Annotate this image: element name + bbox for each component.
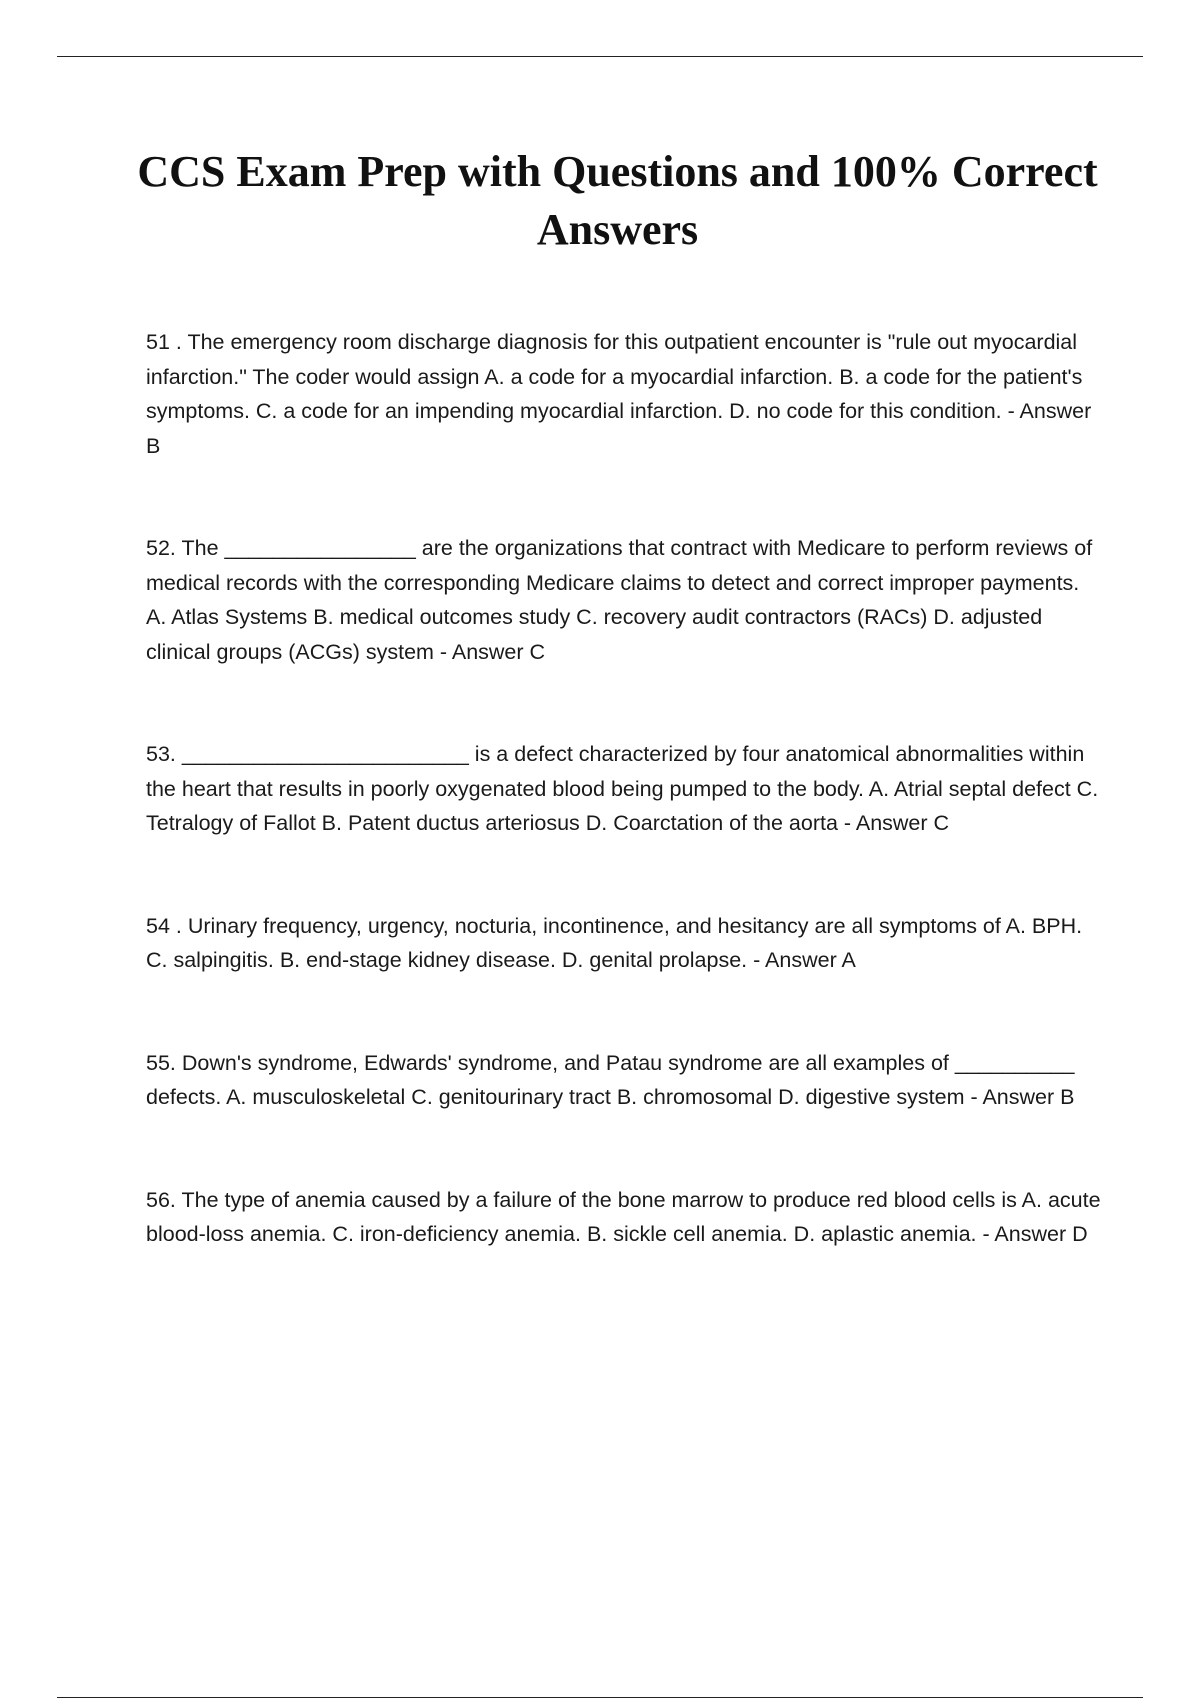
document-title: CCS Exam Prep with Questions and 100% Correct Answers [137,147,1098,254]
question-56: 56. The type of anemia caused by a failure of the bone marrow to produce red blood cells is A. acute blood-loss anemia. C. iron-deficiency anemia. B. sickle cell anemia. D. aplastic anemia. - Answer D [146,1187,1101,1246]
top-rule [57,56,1143,57]
bottom-rule [57,1697,1143,1698]
question-54: 54 . Urinary frequency, urgency, nocturia, incontinence, and hesitancy are all symptoms of A. BPH. C. salpingitis. B. end-stage kidney disease. D. genital prolapse. - Answer A [146,913,1083,972]
question-52: 52. The ________________ are the organizations that contract with Medicare to perform reviews of medical records with the corresponding Medicare claims to detect and correct improper payments. A. Atlas Systems B. medical outcomes study C. recovery audit contractors (RACs) D. adjusted clinical groups (ACGs) system - Answer C [146,536,1093,664]
question-55: 55. Down's syndrome, Edwards' syndrome, and Patau syndrome are all examples of __________ defects. A. musculoskeletal C. genitourinary tract B. chromosomal D. digestive system - Answer B [146,1050,1075,1109]
question-53: 53. ________________________ is a defect characterized by four anatomical abnormalities within the heart that results in poorly oxygenated blood being pumped to the body. A. Atrial septal defect C. Tetralogy of Fallot B. Patent ductus arteriosus D. Coarctation of the aorta - Answer C [146,742,1099,835]
question-51: 51 . The emergency room discharge diagnosis for this outpatient encounter is "rule out myocardial infarction." The coder would assign A. a code for a myocardial infarction. B. a code for the patient's symptoms. C. a code for an impending myocardial infarction. D. no code for this condition. - Answer B [146,330,1092,458]
question-list [146,325,1101,1252]
